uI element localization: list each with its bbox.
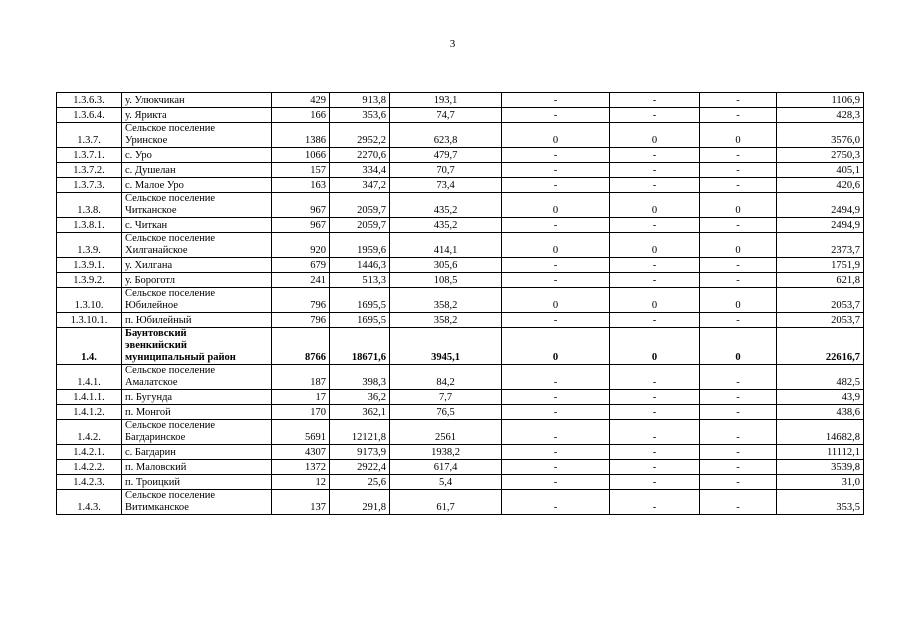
- row-value-5: -: [610, 163, 700, 178]
- row-code: 1.3.9.2.: [57, 273, 122, 288]
- row-value-4: -: [502, 365, 610, 390]
- row-value-4: -: [502, 108, 610, 123]
- row-value-1: 796: [272, 313, 330, 328]
- row-total: 2053,7: [777, 313, 864, 328]
- row-value-2: 2059,7: [330, 193, 390, 218]
- row-name-line: Сельское поселение: [125, 193, 216, 204]
- row-value-5: -: [610, 405, 700, 420]
- row-value-1: 187: [272, 365, 330, 390]
- row-value-4: 0: [502, 193, 610, 218]
- row-code: 1.4.: [57, 328, 122, 365]
- row-value-2: 2059,7: [330, 218, 390, 233]
- row-name-line: п. Троицкий: [125, 477, 180, 488]
- row-value-6: -: [700, 273, 777, 288]
- row-value-3: 435,2: [390, 218, 502, 233]
- row-total: 3539,8: [777, 460, 864, 475]
- row-value-2: 18671,6: [330, 328, 390, 365]
- row-total: 2494,9: [777, 218, 864, 233]
- row-value-1: 1386: [272, 123, 330, 148]
- row-value-5: -: [610, 93, 700, 108]
- row-value-5: -: [610, 365, 700, 390]
- row-value-6: 0: [700, 288, 777, 313]
- row-value-5: -: [610, 273, 700, 288]
- row-name-line: у. Хилгана: [125, 260, 173, 271]
- row-value-4: 0: [502, 123, 610, 148]
- row-name: [122, 460, 272, 475]
- row-value-2: 1695,5: [330, 313, 390, 328]
- row-value-2: 12121,8: [330, 420, 390, 445]
- row-name: [122, 328, 272, 365]
- table-body: [57, 93, 864, 515]
- row-value-3: 7,7: [390, 390, 502, 405]
- row-code: 1.3.7.2.: [57, 163, 122, 178]
- row-value-5: -: [610, 313, 700, 328]
- row-value-3: 358,2: [390, 313, 502, 328]
- row-name: [122, 365, 272, 390]
- row-name-line: Сельское поселение: [125, 288, 216, 299]
- row-value-3: 84,2: [390, 365, 502, 390]
- row-value-6: -: [700, 178, 777, 193]
- row-code: 1.3.8.1.: [57, 218, 122, 233]
- row-value-1: 1066: [272, 148, 330, 163]
- row-value-6: -: [700, 163, 777, 178]
- row-code: 1.3.6.3.: [57, 93, 122, 108]
- row-value-2: 2270,6: [330, 148, 390, 163]
- row-value-2: 9173,9: [330, 445, 390, 460]
- row-value-3: 5,4: [390, 475, 502, 490]
- row-value-5: -: [610, 390, 700, 405]
- row-value-5: -: [610, 445, 700, 460]
- row-value-4: -: [502, 258, 610, 273]
- row-value-4: -: [502, 420, 610, 445]
- row-code: 1.4.2.2.: [57, 460, 122, 475]
- row-value-6: -: [700, 420, 777, 445]
- table-row: [57, 123, 864, 148]
- table-row: [57, 288, 864, 313]
- row-total: 14682,8: [777, 420, 864, 445]
- row-code: 1.4.3.: [57, 490, 122, 515]
- table-row: [57, 490, 864, 515]
- row-value-5: -: [610, 475, 700, 490]
- row-name-line: Юбилейное: [125, 300, 178, 311]
- row-value-3: 414,1: [390, 233, 502, 258]
- row-value-2: 1446,3: [330, 258, 390, 273]
- row-value-4: -: [502, 163, 610, 178]
- row-name: [122, 490, 272, 515]
- row-name: [122, 148, 272, 163]
- row-value-4: -: [502, 405, 610, 420]
- row-name-line: муниципальный район: [125, 352, 236, 363]
- row-value-6: -: [700, 475, 777, 490]
- row-name-line: с. Уро: [125, 150, 152, 161]
- table-row: [57, 420, 864, 445]
- row-value-5: -: [610, 420, 700, 445]
- table-row: [57, 475, 864, 490]
- row-value-5: 0: [610, 193, 700, 218]
- row-name: [122, 313, 272, 328]
- row-value-6: -: [700, 390, 777, 405]
- row-name-line: с. Малое Уро: [125, 180, 184, 191]
- row-total: 31,0: [777, 475, 864, 490]
- row-code: 1.3.8.: [57, 193, 122, 218]
- row-value-1: 17: [272, 390, 330, 405]
- row-value-6: -: [700, 490, 777, 515]
- row-value-5: -: [610, 178, 700, 193]
- row-name-line: Багдаринское: [125, 432, 186, 443]
- row-name-line: Сельское поселение: [125, 123, 216, 134]
- row-name: [122, 93, 272, 108]
- row-value-2: 353,6: [330, 108, 390, 123]
- row-value-3: 2561: [390, 420, 502, 445]
- row-value-2: 362,1: [330, 405, 390, 420]
- row-value-6: -: [700, 405, 777, 420]
- row-value-2: 2922,4: [330, 460, 390, 475]
- row-value-2: 36,2: [330, 390, 390, 405]
- row-code: 1.3.10.: [57, 288, 122, 313]
- row-name: [122, 258, 272, 273]
- row-value-4: -: [502, 490, 610, 515]
- table-row: [57, 193, 864, 218]
- row-value-5: 0: [610, 123, 700, 148]
- row-value-5: -: [610, 490, 700, 515]
- row-value-4: -: [502, 475, 610, 490]
- row-value-2: 291,8: [330, 490, 390, 515]
- row-code: 1.3.9.: [57, 233, 122, 258]
- table-row: [57, 390, 864, 405]
- row-value-4: -: [502, 313, 610, 328]
- row-name-line: Сельское поселение: [125, 420, 216, 431]
- table-row: [57, 178, 864, 193]
- row-total: 405,1: [777, 163, 864, 178]
- row-name-line: у. Бороготл: [125, 275, 175, 286]
- row-value-3: 73,4: [390, 178, 502, 193]
- row-value-6: -: [700, 218, 777, 233]
- table-row: [57, 365, 864, 390]
- row-value-5: 0: [610, 233, 700, 258]
- row-value-3: 74,7: [390, 108, 502, 123]
- row-value-2: 1695,5: [330, 288, 390, 313]
- row-total: 1106,9: [777, 93, 864, 108]
- row-value-1: 5691: [272, 420, 330, 445]
- row-name-line: Витимканское: [125, 502, 189, 513]
- row-value-1: 967: [272, 193, 330, 218]
- row-value-5: -: [610, 148, 700, 163]
- row-name-line: с. Читкан: [125, 220, 168, 231]
- row-value-1: 429: [272, 93, 330, 108]
- row-value-4: 0: [502, 328, 610, 365]
- table-row: [57, 460, 864, 475]
- data-table: [56, 92, 864, 515]
- row-value-1: 137: [272, 490, 330, 515]
- row-value-1: 796: [272, 288, 330, 313]
- row-value-3: 108,5: [390, 273, 502, 288]
- row-total: 482,5: [777, 365, 864, 390]
- table-row: [57, 445, 864, 460]
- row-name-line: Читканское: [125, 205, 177, 216]
- row-value-4: -: [502, 390, 610, 405]
- row-value-1: 4307: [272, 445, 330, 460]
- row-total: 2053,7: [777, 288, 864, 313]
- row-name-line: п. Бугунда: [125, 392, 173, 403]
- row-value-3: 76,5: [390, 405, 502, 420]
- row-total: 428,3: [777, 108, 864, 123]
- row-name: [122, 108, 272, 123]
- row-name-line: с. Багдарин: [125, 447, 176, 458]
- table-row: [57, 93, 864, 108]
- row-name: [122, 475, 272, 490]
- row-code: 1.4.2.1.: [57, 445, 122, 460]
- row-value-1: 679: [272, 258, 330, 273]
- row-name-line: Баунтовский: [125, 328, 187, 339]
- row-value-1: 1372: [272, 460, 330, 475]
- row-total: 621,8: [777, 273, 864, 288]
- row-value-3: 617,4: [390, 460, 502, 475]
- row-name-line: Уринское: [125, 135, 168, 146]
- row-total: 43,9: [777, 390, 864, 405]
- row-value-4: -: [502, 273, 610, 288]
- row-value-1: 163: [272, 178, 330, 193]
- row-value-1: 241: [272, 273, 330, 288]
- row-name-line: Сельское поселение: [125, 490, 216, 501]
- table-row: [57, 313, 864, 328]
- row-value-6: -: [700, 313, 777, 328]
- row-name-line: у. Улюкчикан: [125, 95, 185, 106]
- row-value-2: 913,8: [330, 93, 390, 108]
- row-name-line: эвенкийский: [125, 340, 187, 351]
- row-total: 353,5: [777, 490, 864, 515]
- row-value-6: -: [700, 148, 777, 163]
- row-total: 22616,7: [777, 328, 864, 365]
- row-code: 1.3.7.3.: [57, 178, 122, 193]
- row-name-line: Сельское поселение: [125, 365, 216, 376]
- row-value-3: 435,2: [390, 193, 502, 218]
- row-name-line: Хилганайское: [125, 245, 188, 256]
- row-name-line: Амалатское: [125, 377, 178, 388]
- row-value-4: -: [502, 93, 610, 108]
- row-name: [122, 123, 272, 148]
- row-value-1: 12: [272, 475, 330, 490]
- row-value-1: 170: [272, 405, 330, 420]
- row-total: 11112,1: [777, 445, 864, 460]
- row-name: [122, 163, 272, 178]
- page-number: 3: [449, 38, 456, 50]
- row-value-4: 0: [502, 288, 610, 313]
- row-name: [122, 193, 272, 218]
- row-code: 1.3.7.1.: [57, 148, 122, 163]
- row-name-line: у. Ярикта: [125, 110, 167, 121]
- row-value-3: 61,7: [390, 490, 502, 515]
- table-row: [57, 218, 864, 233]
- row-code: 1.3.7.: [57, 123, 122, 148]
- table-row: [57, 273, 864, 288]
- row-value-2: 334,4: [330, 163, 390, 178]
- row-value-1: 166: [272, 108, 330, 123]
- row-total: 3576,0: [777, 123, 864, 148]
- row-name: [122, 273, 272, 288]
- row-value-3: 623,8: [390, 123, 502, 148]
- row-name: [122, 445, 272, 460]
- row-value-5: 0: [610, 288, 700, 313]
- row-value-6: 0: [700, 193, 777, 218]
- row-name: [122, 218, 272, 233]
- row-value-4: -: [502, 460, 610, 475]
- row-value-4: -: [502, 445, 610, 460]
- table-row: [57, 233, 864, 258]
- row-value-2: 2952,2: [330, 123, 390, 148]
- row-value-4: -: [502, 218, 610, 233]
- row-code: 1.3.9.1.: [57, 258, 122, 273]
- row-value-6: -: [700, 365, 777, 390]
- row-code: 1.3.6.4.: [57, 108, 122, 123]
- row-name-line: п. Юбилейный: [125, 315, 192, 326]
- row-value-6: -: [700, 258, 777, 273]
- row-name: [122, 420, 272, 445]
- row-name: [122, 288, 272, 313]
- row-value-6: 0: [700, 233, 777, 258]
- table-row: [57, 148, 864, 163]
- row-value-1: 8766: [272, 328, 330, 365]
- row-value-1: 157: [272, 163, 330, 178]
- row-total: 2373,7: [777, 233, 864, 258]
- row-value-1: 920: [272, 233, 330, 258]
- row-name-line: п. Монгой: [125, 407, 171, 418]
- row-value-6: 0: [700, 123, 777, 148]
- row-name-line: с. Душелан: [125, 165, 176, 176]
- row-value-5: -: [610, 108, 700, 123]
- row-value-4: -: [502, 148, 610, 163]
- row-value-5: -: [610, 460, 700, 475]
- row-name: [122, 390, 272, 405]
- row-total: 420,6: [777, 178, 864, 193]
- row-value-6: -: [700, 460, 777, 475]
- row-value-2: 513,3: [330, 273, 390, 288]
- table-row: [57, 328, 864, 365]
- row-code: 1.4.2.3.: [57, 475, 122, 490]
- row-value-3: 479,7: [390, 148, 502, 163]
- row-code: 1.3.10.1.: [57, 313, 122, 328]
- row-value-6: -: [700, 445, 777, 460]
- row-total: 1751,9: [777, 258, 864, 273]
- table-row: [57, 405, 864, 420]
- row-value-6: -: [700, 93, 777, 108]
- row-value-5: -: [610, 218, 700, 233]
- row-name: [122, 233, 272, 258]
- row-code: 1.4.1.2.: [57, 405, 122, 420]
- row-name: [122, 178, 272, 193]
- row-value-3: 1938,2: [390, 445, 502, 460]
- row-code: 1.4.1.1.: [57, 390, 122, 405]
- row-value-6: -: [700, 108, 777, 123]
- table-row: [57, 163, 864, 178]
- row-value-3: 193,1: [390, 93, 502, 108]
- row-name-line: п. Маловский: [125, 462, 187, 473]
- row-value-2: 1959,6: [330, 233, 390, 258]
- row-code: 1.4.1.: [57, 365, 122, 390]
- row-value-2: 25,6: [330, 475, 390, 490]
- row-code: 1.4.2.: [57, 420, 122, 445]
- table-row: [57, 108, 864, 123]
- row-value-3: 3945,1: [390, 328, 502, 365]
- row-total: 2494,9: [777, 193, 864, 218]
- row-value-2: 347,2: [330, 178, 390, 193]
- row-value-5: 0: [610, 328, 700, 365]
- row-value-4: 0: [502, 233, 610, 258]
- row-total: 438,6: [777, 405, 864, 420]
- row-total: 2750,3: [777, 148, 864, 163]
- row-value-3: 358,2: [390, 288, 502, 313]
- row-name: [122, 405, 272, 420]
- row-value-2: 398,3: [330, 365, 390, 390]
- row-value-5: -: [610, 258, 700, 273]
- row-value-6: 0: [700, 328, 777, 365]
- row-name-line: Сельское поселение: [125, 233, 216, 244]
- row-value-3: 305,6: [390, 258, 502, 273]
- row-value-1: 967: [272, 218, 330, 233]
- table-row: [57, 258, 864, 273]
- row-value-4: -: [502, 178, 610, 193]
- row-value-3: 70,7: [390, 163, 502, 178]
